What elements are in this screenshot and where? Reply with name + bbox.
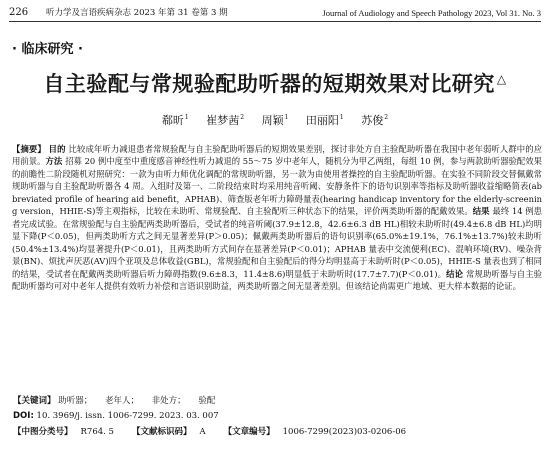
author — [162, 112, 189, 128]
objective-label: 目的 — [48, 144, 66, 154]
abstract-label: 【摘要】 — [12, 144, 46, 154]
author-list — [0, 112, 550, 128]
keywords — [13, 395, 543, 407]
author-affiliation: 2 — [384, 114, 389, 122]
doi — [13, 410, 219, 422]
author — [306, 112, 344, 128]
methods-label: 方法 — [45, 156, 63, 167]
keyword: 验配 — [198, 396, 216, 406]
objective-text: 比较成年听力减退患者常规验配与自主验配助听器后的短期效果差别，探讨非处方自主验配助听器在我国中老年弱听人群中的应用前景。 — [12, 144, 543, 167]
results-text: 最终 14 例患者完成试验。在常规验配与自主验配两类助听器后，受试者的纯音听阈(37.9±12.8，42.6±6.3 dB HL)相较未助听时(49.4±6.8 dB HL)均明显下降(P＜0.05)，但两类助听方式之间无显著差异(P＞0.05)；佩戴两类助听器后的语句识别率(65.0%±19.1%，76.1%±13.7%)较未助听(50.4%±13.4%)均显著提升(P＜0.01)，且两类助听方式间存在显著差异(P＜0.01)；APHAB 量表中交流便利(EC)、混响环境(RV)、噪杂背景(BN)、烦扰声厌恶(AV)四个亚项及总体收益(GBL)，常规验配和自主验配后的得分均明显高于未助听时(P＜0.05)，HHIE-S 量表也到了相同的结果，受试者在配戴两类助听器后听力障碍指数(9.6±8.3，11.4±8.6)明显低于未助听时(17.7±7.7)(P＜0.01)。 — [12, 206, 543, 279]
author — [206, 112, 244, 128]
section-tag: · 临床研究 · — [12, 42, 83, 57]
author-affiliation: 1 — [284, 114, 289, 122]
doi-value: 10. 3969/j. issn. 1006-7299. 2023. 03. 007 — [36, 411, 219, 421]
author-affiliation: 1 — [339, 114, 344, 122]
clc-label: 【中图分类号】 — [13, 427, 73, 437]
author-name: 周颖 — [261, 114, 284, 127]
running-header — [9, 6, 541, 20]
methods-text: 招募 20 例中度至中重度感音神经性听力减退的 55～75 岁中老年人，随机分为甲乙两组，每组 10 例，参与两款助听器验配效果的前瞻性二阶段随机对照研究：一款为由听力师优化调配的常规助听器，另一款为由使用者操控的自主验配助听器。在实验不同阶段交替佩戴常规助听器与自主验配助听器各 4 周。入组时及第一、二阶段结束时均采用纯音听阈、安静条件下的语句识别率等指标及助听器收益缩略简表(abbreviated profile of hearing aid benefit，APHAB)、筛查版老年听力障碍量表(hearing handicap inventory for the elderly-screening version，HHIE-S)等主观指标，比较在未助听、常规验配、自主验配听三种状态下的结果，评价两类助听器的配戴效果。 — [12, 156, 542, 217]
article-title-text: 自主验配与常规验配助听器的短期效果对比研究 — [43, 72, 495, 96]
abstract — [12, 143, 542, 292]
page-number: 226 — [9, 7, 29, 18]
article-number-value: 1006-7299(2023)03-0206-06 — [282, 427, 407, 437]
header-rule — [9, 21, 541, 22]
results-label: 结果 — [472, 206, 490, 217]
author-name: 郗昕 — [161, 114, 184, 127]
author-affiliation: 2 — [240, 114, 245, 122]
doi-label: DOI: — [13, 411, 34, 421]
keyword: 非处方； — [151, 396, 186, 406]
conclusion-label: 结论 — [446, 268, 464, 279]
document-code-value: A — [199, 427, 206, 437]
article-title — [0, 68, 550, 98]
journal-title-zh: 听力学及言语疾病杂志 2023 年第 31 卷第 3 期 — [46, 8, 228, 18]
keywords-label: 【关键词】 — [13, 396, 56, 406]
keyword: 助听器； — [58, 396, 93, 406]
author — [361, 112, 388, 128]
clc-value: R764. 5 — [80, 427, 114, 437]
author-name: 崔梦茜 — [206, 114, 240, 127]
journal-title-en: Journal of Audiology and Speech Pathology 2023, Vol 31. No. 3 — [322, 8, 541, 18]
author-name: 苏俊 — [361, 114, 384, 127]
author-name: 田丽阳 — [305, 114, 339, 127]
conclusion-text: 常规助听器与自主验配助听器均可对中老年人提供有效听力补偿和言语识别助益，两类助听器之间无显著差别。但该结论尚需更广地域、更大样本数据的论证。 — [12, 268, 543, 291]
funding-mark: △ — [496, 72, 507, 86]
classification-line — [13, 426, 543, 438]
keyword: 老年人； — [104, 396, 139, 406]
document-code-label: 【文献标识码】 — [131, 427, 192, 437]
author-affiliation: 1 — [184, 114, 189, 122]
article-number-label: 【文章编号】 — [223, 427, 275, 437]
author — [262, 112, 289, 128]
